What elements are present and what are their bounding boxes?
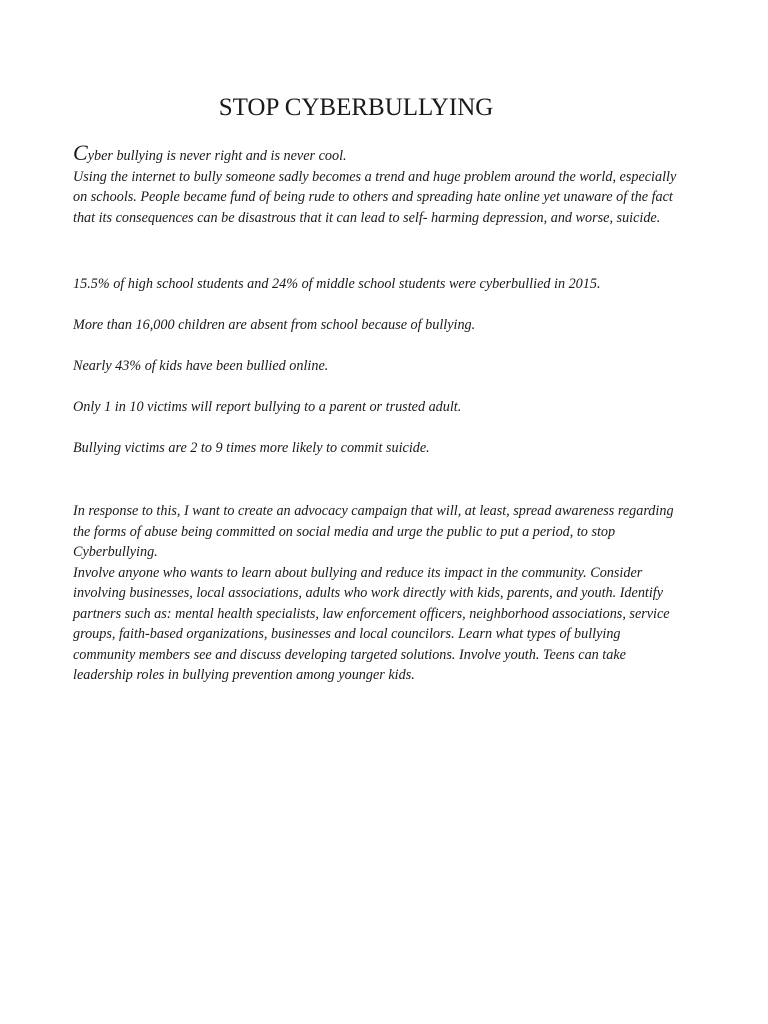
statistic-item: 15.5% of high school students and 24% of middle school students were cyberbullied in 2015. [73, 276, 601, 292]
drop-cap: C [73, 140, 88, 165]
statistic-item: Nearly 43% of kids have been bullied online. [73, 358, 329, 374]
page-title: STOP CYBERBULLYING [218, 94, 494, 121]
statistic-item: Bullying victims are 2 to 9 times more likely to commit suicide. [73, 440, 430, 456]
response-paragraph-involvement: Involve anyone who wants to learn about bullying and reduce its impact in the community. Consider involving businesses, local associations, adults who work directly with kids, parents, and youth. Identify partners such as: mental health specialists, law enforcement officers, neighborhood associations, service groups, faith-based organizations, businesses and local councilors. Learn what types of bullying community members see and discuss developing targeted solutions. Involve youth. Teens can take leadership roles in bullying prevention among younger kids. [73, 564, 670, 683]
intro-paragraph: Using the internet to bully someone sadly becomes a trend and huge problem around the world, especially on schools. People became fund of being rude to others and spreading hate online yet unaware of the fact that its consequences can be disastrous that it can lead to self- harming depression, and worse, suicide. [73, 168, 677, 226]
statistic-item: More than 16,000 children are absent from school because of bullying. [73, 317, 476, 333]
intro-first-line [73, 140, 683, 167]
statistic-item: Only 1 in 10 victims will report bullying to a parent or trusted adult. [73, 399, 462, 415]
response-section [73, 501, 683, 686]
intro-section [73, 140, 683, 228]
response-paragraph-campaign: In response to this, I want to create an advocacy campaign that will, at least, spread awareness regarding the forms of abuse being committed on social media and urge the public to put a period, to stop Cyberbullying. [73, 503, 674, 560]
intro-first-line-text: yber bullying is never right and is never cool. [87, 148, 347, 164]
